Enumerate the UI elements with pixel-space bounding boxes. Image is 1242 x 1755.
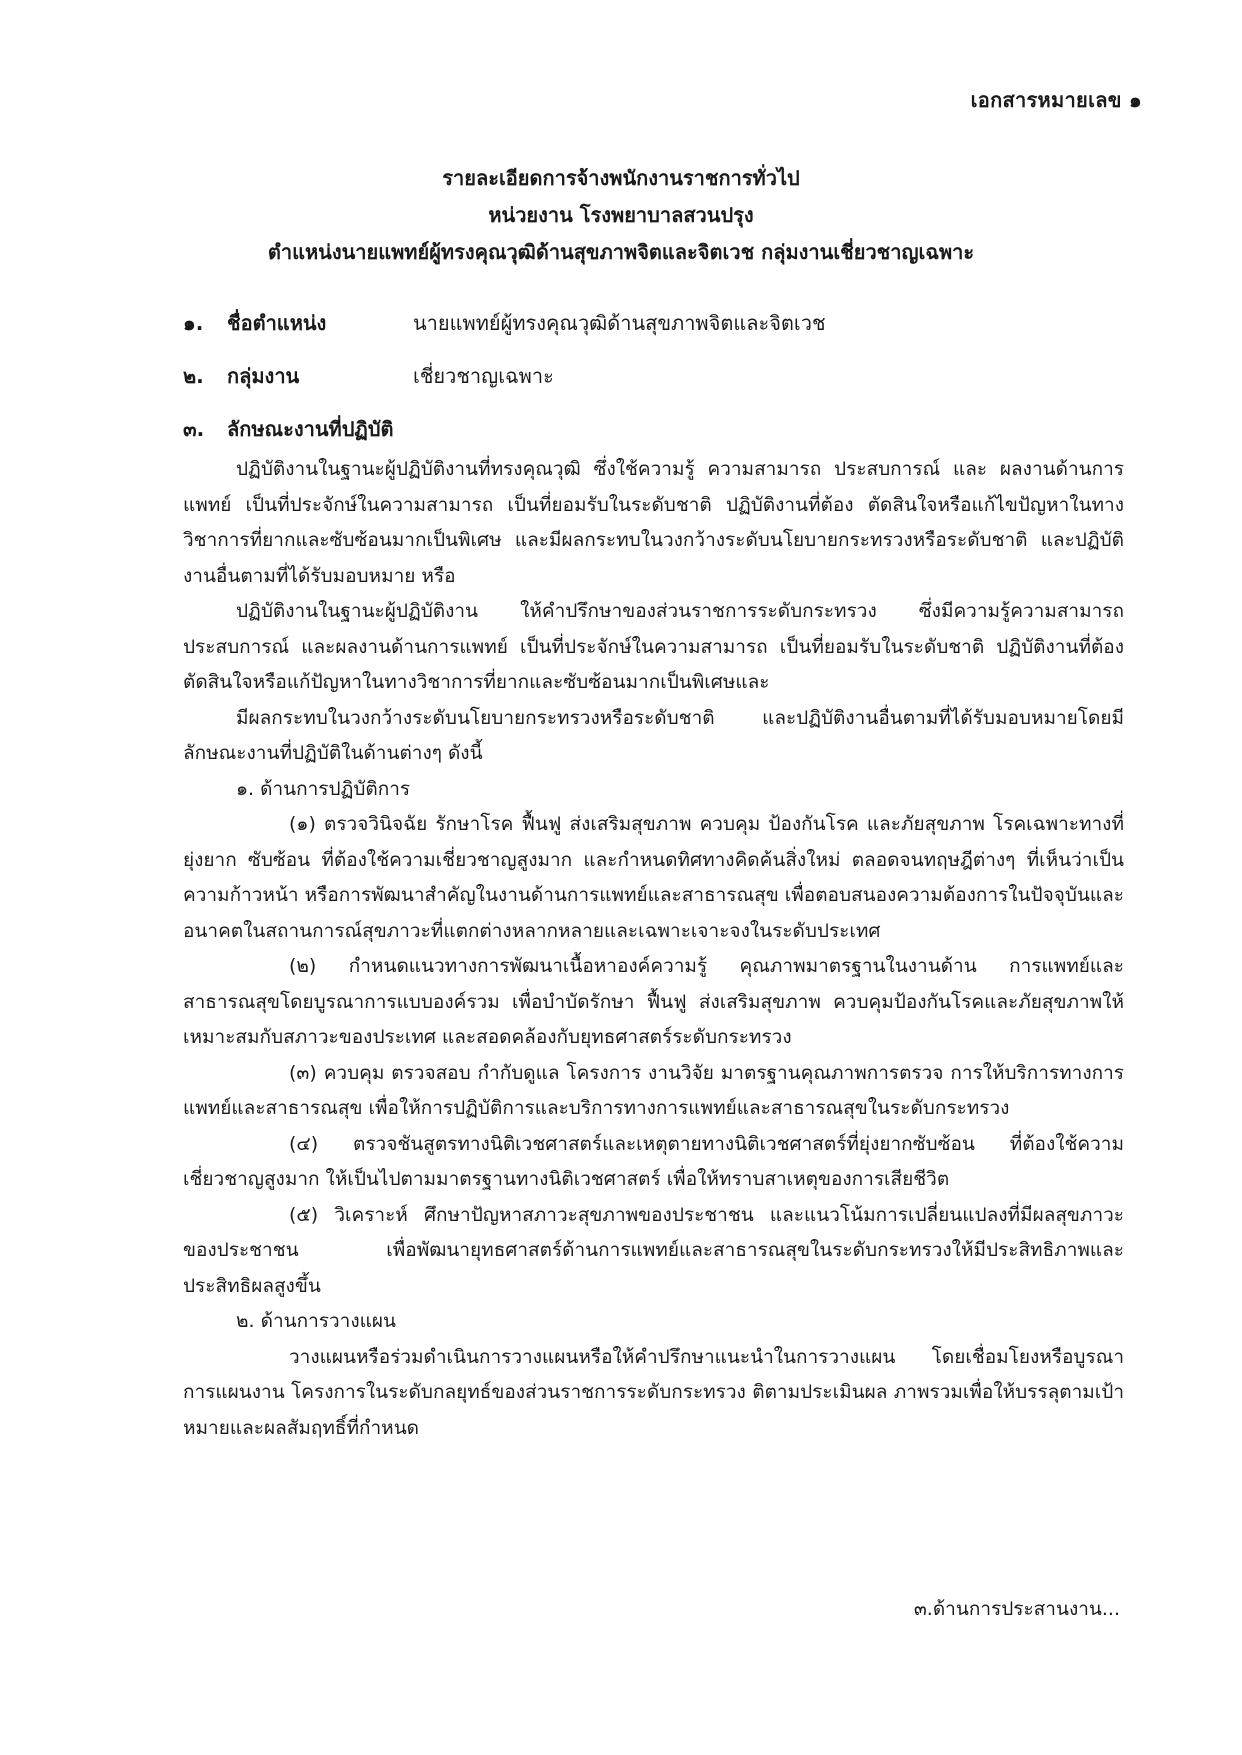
field-number: ๑. <box>183 311 204 335</box>
title-line-employment-details: รายละเอียดการจ้างพนักงานราชการทั่วไป <box>442 166 800 190</box>
list-item: (๔) ตรวจชันสูตรทางนิติเวชศาสตร์และเหตุตายทางนิติเวชศาสตร์ที่ยุ่งยากซับซ้อน ที่ต้องใช้ความเชี่ยวชาญสูงมาก ให้เป็นไปตามมาตรฐานทางนิติเวชศาสตร์ เพื่อให้ทราบสาเหตุของการเสียชีวิต <box>183 1132 1124 1190</box>
list-item: (๒) กำหนดแนวทางการพัฒนาเนื้อหาองค์ความรู้ คุณภาพมาตรฐานในงานด้าน การแพทย์และสาธารณสุขโดยบูรณาการแบบองค์รวม เพื่อบำบัดรักษา ฟื้นฟู ส่งเสริมสุขภาพ ควบคุมป้องกันโรคและภัยสุขภาพให้เหมาะสมกับสภาวะของประเทศ และสอดคล้องกับยุทธศาสตร์ระดับกระทรวง <box>183 955 1124 1048</box>
section-body <box>183 452 1124 1446</box>
section-number: ๓. <box>183 417 205 441</box>
field-position-name <box>183 307 826 339</box>
paragraph: ปฏิบัติงานในฐานะผู้ปฏิบัติงานที่ทรงคุณวุฒิ ซึ่งใช้ความรู้ ความสามารถ ประสบการณ์ และ ผลงานด้านการแพทย์ เป็นที่ประจักษ์ในความสามารถ เป็นที่ยอมรับในระดับชาติ ปฏิบัติงานที่ต้อง ตัดสินใจหรือแก้ไขปัญหาในทางวิชาการที่ยากและซับซ้อนมากเป็นพิเศษ และมีผลกระทบในวงกว้างระดับนโยบายกระทรวงหรือระดับชาติ และปฏิบัติงานอื่นตามที่ได้รับมอบหมาย หรือ <box>183 458 1124 587</box>
field-label: กลุ่มงาน <box>227 364 300 388</box>
list-item: (๓) ควบคุม ตรวจสอบ กำกับดูแล โครงการ งานวิจัย มาตรฐานคุณภาพการตรวจ การให้บริการทางการแพทย์และสาธารณสุข เพื่อให้การปฏิบัติการและบริการทางการแพทย์และสาธารณสุขในระดับกระทรวง <box>183 1061 1124 1119</box>
field-value: นายแพทย์ผู้ทรงคุณวุฒิด้านสุขภาพจิตและจิตเวช <box>413 311 826 335</box>
section-heading-job-description <box>183 413 394 445</box>
continued-on-next-page-note: ๓.ด้านการประสานงาน... <box>913 1598 1120 1620</box>
field-label: ชื่อตำแหน่ง <box>227 311 327 335</box>
paragraph: ปฏิบัติงานในฐานะผู้ปฏิบัติงาน ให้คำปรึกษาของส่วนราชการระดับกระทรวง ซึ่งมีความรู้ความสามารถประสบการณ์ และผลงานด้านการแพทย์ เป็นที่ประจักษ์ในความสามารถ เป็นที่ยอมรับในระดับชาติ ปฏิบัติงานที่ต้องตัดสินใจหรือแก้ปัญหาในทางวิชาการที่ยากและซับซ้อนมากเป็นพิเศษและ <box>183 600 1124 693</box>
subsection-heading-operations: ๑. ด้านการปฏิบัติการ <box>236 777 411 800</box>
document-title <box>0 160 1242 271</box>
title-line-agency: หน่วยงาน โรงพยาบาลสวนปรุง <box>488 203 754 227</box>
list-item: (๕) วิเคราะห์ ศึกษาปัญหาสภาวะสุขภาพของประชาชน และแนวโน้มการเปลี่ยนแปลงที่มีผลสุขภาวะของประชาชน เพื่อพัฒนายุทธศาสตร์ด้านการแพทย์และสาธารณสุขในระดับกระทรวงให้มีประสิทธิภาพและประสิทธิผลสูงขึ้น <box>183 1203 1124 1297</box>
list-item: (๑) ตรวจวินิจฉัย รักษาโรค ฟื้นฟู ส่งเสริมสุขภาพ ควบคุม ป้องกันโรค และภัยสุขภาพ โรคเฉพาะทางที่ยุ่งยาก ซับซ้อน ที่ต้องใช้ความเชี่ยวชาญสูงมาก และกำหนดทิศทางคิดค้นสิ่งใหม่ ตลอดจนทฤษฎีต่างๆ ที่เห็นว่าเป็นความก้าวหน้า หรือการพัฒนาสำคัญในงานด้านการแพทย์และสาธารณสุข เพื่อตอบสนองความต้องการในปัจจุบันและอนาคตในสถานการณ์สุขภาวะที่แตกต่างหลากหลายและเฉพาะเจาะจงในระดับประเทศ <box>183 813 1124 942</box>
document-number: เอกสารหมายเลข ๑ <box>970 88 1142 112</box>
field-value: เชี่ยวชาญเฉพาะ <box>413 364 554 388</box>
section-title: ลักษณะงานที่ปฏิบัติ <box>227 417 394 441</box>
paragraph: มีผลกระทบในวงกว้างระดับนโยบายกระทรวงหรือระดับชาติ และปฏิบัติงานอื่นตามที่ได้รับมอบหมายโดยมีลักษณะงานที่ปฏิบัติในด้านต่างๆ ดังนี้ <box>183 706 1124 764</box>
title-line-position: ตำแหน่งนายแพทย์ผู้ทรงคุณวุฒิด้านสุขภาพจิตและจิตเวช กลุ่มงานเชี่ยวชาญเฉพาะ <box>267 240 975 264</box>
subsection-heading-planning: ๒. ด้านการวางแผน <box>236 1310 396 1332</box>
list-item: วางแผนหรือร่วมดำเนินการวางแผนหรือให้คำปรึกษาแนะนำในการวางแผน โดยเชื่อมโยงหรือบูรณาการแผนงาน โครงการในระดับกลยุทธ์ของส่วนราชการระดับกระทรวง ติตามประเมินผล ภาพรวมเพื่อให้บรรลุตามเป้าหมายและผลสัมฤทธิ์ที่กำหนด <box>183 1345 1124 1439</box>
field-number: ๒. <box>183 364 204 388</box>
field-work-group <box>183 360 554 392</box>
